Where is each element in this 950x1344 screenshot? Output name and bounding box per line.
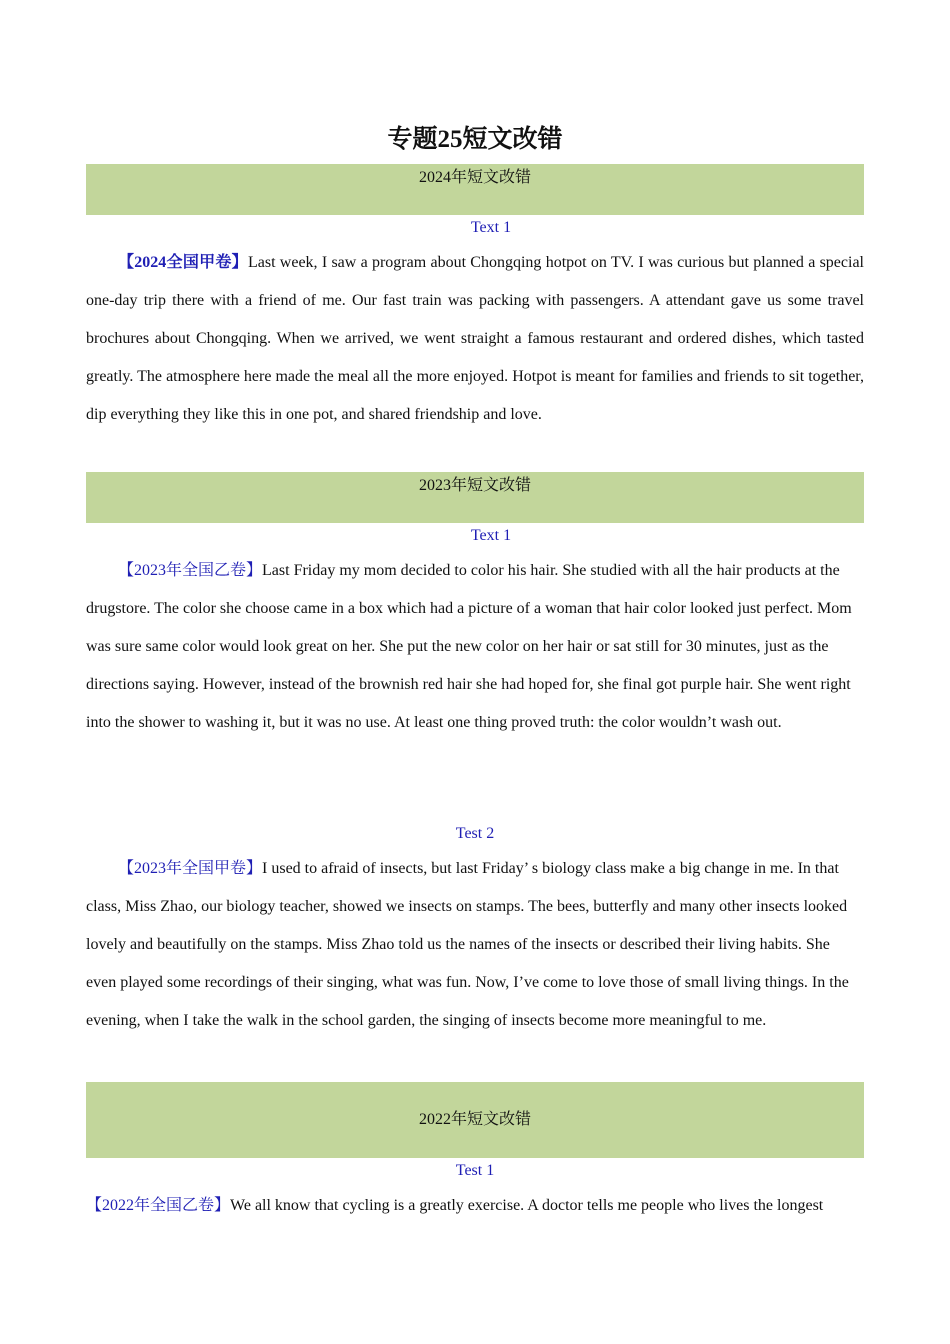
section-header-2024 bbox=[86, 164, 864, 215]
text-label: Test 1 bbox=[455, 1162, 495, 1179]
passage-2024-jia bbox=[86, 244, 864, 434]
section-header-label: 2024年短文改错 bbox=[418, 169, 531, 186]
section-header-2022 bbox=[86, 1082, 864, 1158]
passage-2023-yi bbox=[86, 552, 864, 742]
passage-2023-jia bbox=[86, 850, 864, 1040]
passage-2022-yi bbox=[86, 1187, 864, 1225]
page-title: 专题25短文改错 bbox=[387, 126, 563, 153]
text-label: Text 1 bbox=[470, 219, 512, 236]
text-label: Text 1 bbox=[470, 527, 512, 544]
passage-source: 【2023年全国甲卷】 bbox=[118, 860, 263, 877]
passage-body: We all know that cycling is a greatly exercise. A doctor tells me people who lives the longest bbox=[230, 1197, 824, 1214]
section-header-label: 2023年短文改错 bbox=[418, 477, 531, 494]
passage-body: Last Friday my mom decided to color his hair. She studied with all the hair products at the drugstore. The color she choose came in a box which had a picture of a woman that hair color looked just perfect. Mom was sure same color would look great on her. She put the new color on her hair or sat still for 30 minutes, just as the directions saying. However, instead of the brownish red hair she had hoped for, she final got purple hair. She went right into the shower to washing it, but it was no use. At least one thing proved truth: the color wouldn’t wash out. bbox=[86, 562, 852, 731]
passage-source: 【2024全国甲卷】 bbox=[118, 254, 248, 271]
passage-source: 【2023年全国乙卷】 bbox=[118, 562, 263, 579]
text-label: Test 2 bbox=[455, 825, 495, 842]
passage-source: 【2022年全国乙卷】 bbox=[86, 1197, 231, 1214]
section-header-label: 2022年短文改错 bbox=[418, 1111, 531, 1128]
section-header-2023 bbox=[86, 472, 864, 523]
passage-body: Last week, I saw a program about Chongqing hotpot on TV. I was curious but planned a special one-day trip there with a friend of me. Our fast train was packing with passengers. A attendant gave us some travel brochures about Chongqing. When we arrived, we went straight a famous restaurant and ordered dishes, which tasted greatly. The atmosphere here made the meal all the more enjoyed. Hotpot is meant for families and friends to sit together, dip everything they like this in one pot, and shared friendship and love. bbox=[86, 254, 864, 423]
passage-body: I used to afraid of insects, but last Friday’ s biology class make a big change in me. In that class, Miss Zhao, our biology teacher, showed we insects on stamps. The bees, butterfly and many other insects looked lovely and beautifully on the stamps. Miss Zhao told us the names of the insects or described their living habits. She even played some recordings of their singing, what was fun. Now, I’ve come to love those of small living things. In the evening, when I take the walk in the school garden, the singing of insects become more meaningful to me. bbox=[86, 860, 849, 1029]
